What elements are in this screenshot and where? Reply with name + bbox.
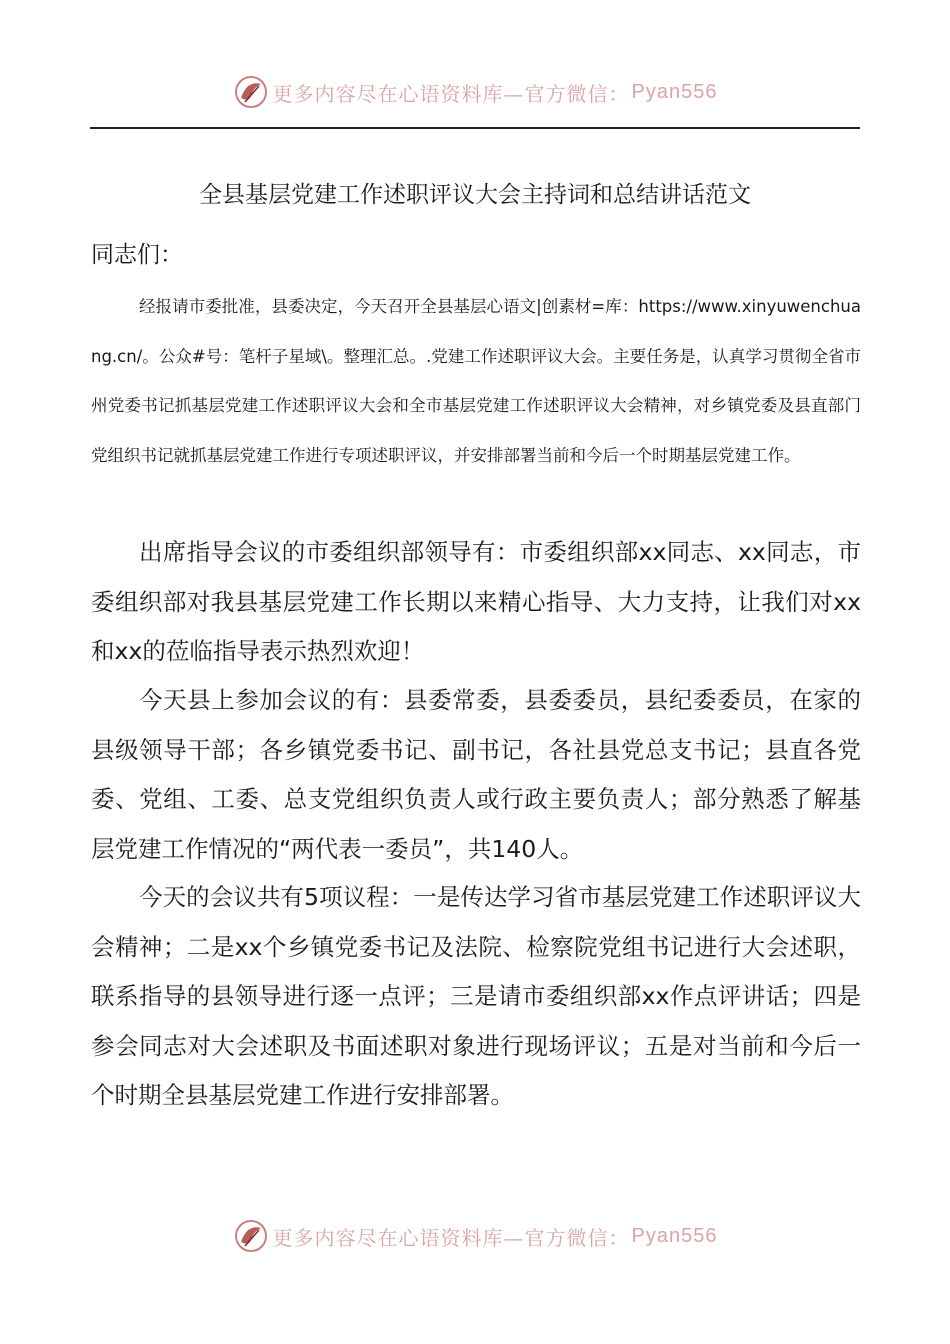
header-watermark bbox=[0, 72, 950, 112]
header-divider bbox=[90, 127, 860, 129]
body-paragraph-1: 出席指导会议的市委组织部领导有：市委组织部xx同志、xx同志，市委组织部对我县基层党建工作长期以来精心指导、大力支持，让我们对xx和xx的莅临指导表示热烈欢迎！ bbox=[91, 538, 861, 665]
watermark-handle: Pyan556 bbox=[631, 80, 718, 103]
logo-icon bbox=[233, 74, 269, 110]
watermark-text: 更多内容尽在心语资料库—官方微信： bbox=[272, 81, 630, 106]
document-title: 全县基层党建工作述职评议大会主持词和总结讲话范文 bbox=[199, 182, 751, 208]
watermark-text: 更多内容尽在心语资料库—官方微信： bbox=[272, 1225, 630, 1250]
watermark-handle: Pyan556 bbox=[631, 1224, 718, 1247]
logo-icon bbox=[233, 1218, 269, 1254]
body-paragraph-3: 今天的会议共有5项议程：一是传达学习省市基层党建工作述职评议大会精神；二是xx个乡镇党委书记及法院、检察院党组书记进行大会述职，联系指导的县领导进行逐一点评；三是请市委组织部xx作点评讲话；四是参会同志对大会述职及书面述职对象进行现场评议；五是对当前和今后一个时期全县基层党建工作进行安排部署。 bbox=[91, 883, 861, 1109]
salutation: 同志们： bbox=[91, 242, 183, 268]
footer-watermark bbox=[0, 1216, 950, 1256]
body-paragraph-2: 今天县上参加会议的有：县委常委，县委委员，县纪委委员，在家的县级领导干部；各乡镇党委书记、副书记，各社县党总支书记；县直各党委、党组、工委、总支党组织负责人或行政主要负责人；部分熟悉了解基层党建工作情况的“两代表一委员”，共140人。 bbox=[91, 686, 861, 863]
intro-paragraph: 经报请市委批准，县委决定，今天召开全县基层心语文|创素材=库：https://www.xinyuwenchuang.cn/。公众#号：笔杆子星域\。整理汇总。.党建工作述职评议大会。主要任务是，认真学习贯彻全省市州党委书记抓基层党建工作述职评议大会和全市基层党建工作述职评议大会精神，对乡镇党委及县直部门党组织书记就抓基层党建工作进行专项述职评议，并安排部署当前和今后一个时期基层党建工作。 bbox=[91, 297, 861, 465]
